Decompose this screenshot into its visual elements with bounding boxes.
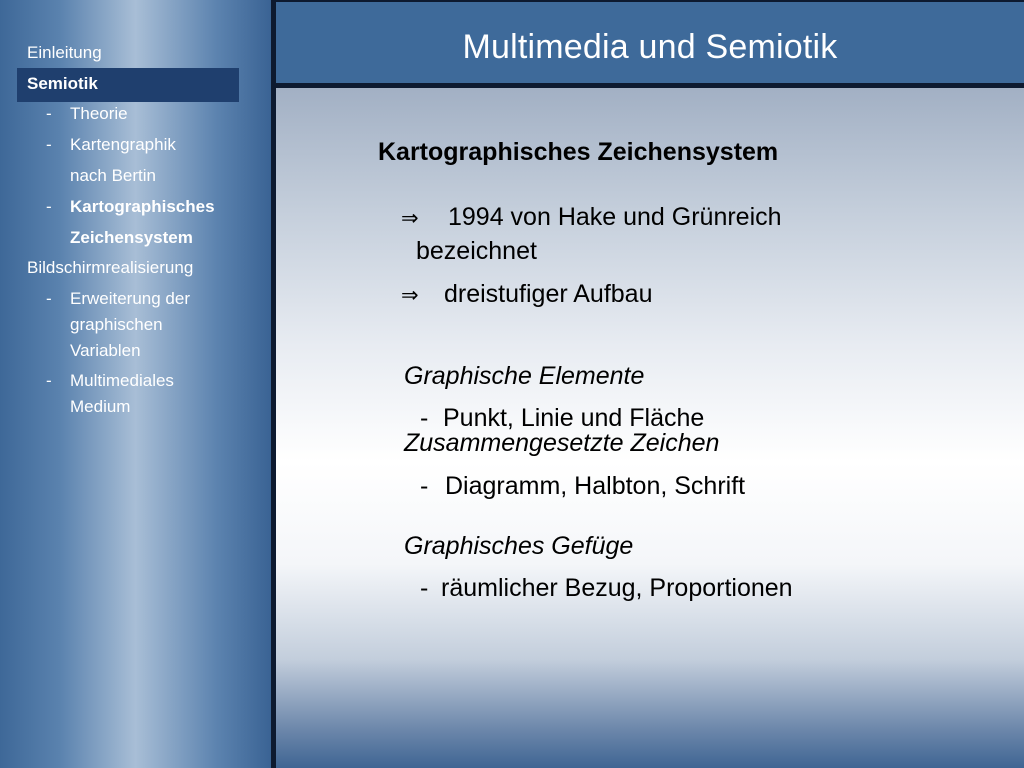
nav-dash: -: [46, 289, 52, 308]
implies-arrow-icon: ⇒: [401, 206, 419, 230]
content-heading: Kartographisches Zeichensystem: [378, 138, 779, 166]
section-dash: -: [420, 574, 429, 602]
section-item: Punkt, Linie und Fläche: [443, 404, 705, 432]
nav-item-multimediales-line2[interactable]: Medium: [70, 397, 131, 416]
nav-dash: -: [46, 197, 52, 216]
bullet-text: dreistufiger Aufbau: [444, 280, 653, 308]
nav-item-bildschirmrealisierung[interactable]: Bildschirmrealisierung: [27, 258, 194, 277]
section-dash: -: [420, 404, 429, 432]
implies-arrow-icon: ⇒: [401, 283, 419, 307]
nav-item-semiotik[interactable]: [17, 68, 239, 102]
nav-item-semiotik-label: Semiotik: [27, 74, 98, 93]
slide-title: Multimedia und Semiotik: [462, 28, 838, 66]
nav-item-erweiterung[interactable]: Erweiterung der: [70, 289, 191, 308]
section-item: Diagramm, Halbton, Schrift: [445, 472, 746, 500]
bullet-text-line2: bezeichnet: [416, 237, 537, 265]
nav-item-erweiterung-line2[interactable]: graphischen: [70, 315, 163, 334]
section-heading: Zusammengesetzte Zeichen: [404, 429, 720, 457]
section-heading: Graphische Elemente: [404, 362, 645, 390]
nav-item-multimediales[interactable]: Multimediales: [70, 371, 174, 390]
nav-dash: -: [46, 104, 52, 123]
nav-item-erweiterung-line3[interactable]: Variablen: [70, 341, 141, 360]
nav-dash: -: [46, 371, 52, 390]
nav-item-kartengraphik[interactable]: Kartengraphik: [70, 135, 176, 154]
nav-item-kartengraphik-line2[interactable]: nach Bertin: [70, 166, 156, 185]
nav-item-theorie[interactable]: Theorie: [70, 104, 128, 123]
bullet-text: 1994 von Hake und Grünreich: [448, 203, 782, 231]
section-heading: Graphisches Gefüge: [404, 532, 634, 560]
nav-dash: -: [46, 135, 52, 154]
nav-item-einleitung[interactable]: Einleitung: [27, 43, 102, 62]
nav-item-kartographisches[interactable]: Kartographisches: [70, 197, 215, 216]
slide-header: [276, 0, 1024, 83]
nav-item-kartographisches-line2[interactable]: Zeichensystem: [70, 228, 193, 247]
section-item: räumlicher Bezug, Proportionen: [441, 574, 793, 602]
section-dash: -: [420, 472, 429, 500]
